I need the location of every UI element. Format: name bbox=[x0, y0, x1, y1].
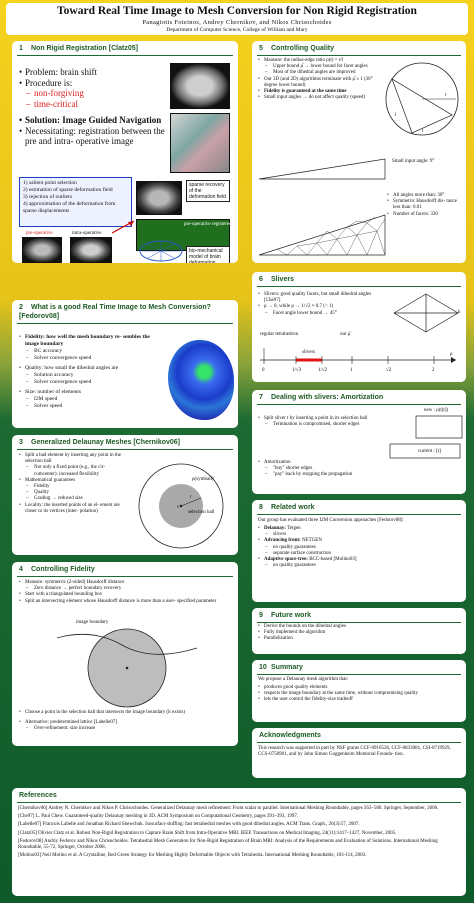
tick-label: 0 bbox=[262, 368, 265, 373]
divider bbox=[257, 674, 461, 675]
brain-mesh-color-image bbox=[168, 340, 234, 420]
s1-solution: • Solution: Image Guided Navigation bbox=[18, 115, 166, 126]
related-item: • Delaunay: Tetgen bbox=[257, 526, 461, 532]
divider bbox=[257, 622, 461, 623]
divider bbox=[257, 742, 461, 743]
divider bbox=[257, 55, 461, 56]
section-1-heading: 1 Non Rigid Registration [Clatz05] bbox=[19, 45, 138, 52]
section-4-tail bbox=[12, 718, 238, 746]
tick-label: √2 bbox=[386, 368, 392, 373]
size-sub: – I2M speed bbox=[18, 396, 163, 403]
radius-label: r bbox=[190, 495, 192, 500]
sparse-recovery-label: sparse recovery of the deformation field bbox=[186, 180, 230, 202]
s7-sub: – "pay" back by stopping the propagation bbox=[257, 472, 407, 478]
references bbox=[12, 788, 466, 896]
biomechanical-label: bio-mechanical model of brain deformation bbox=[186, 246, 230, 263]
s6-sub: – Facet angle lower bound → 45° bbox=[257, 311, 387, 317]
symball-label: ρ(symball) bbox=[192, 477, 214, 482]
height-label: h bbox=[458, 310, 461, 315]
registered-label: pre-operative registered bbox=[184, 222, 232, 227]
s3-sub: – Grading → reduced size bbox=[18, 496, 122, 502]
s5-sub: – Most of the dihedral angles are improved bbox=[257, 70, 377, 76]
divider bbox=[257, 286, 461, 287]
s7-sub: – "buy" shorter edges bbox=[257, 466, 407, 472]
reference-item: [Labelle07] Francois Labelle and Jonathan Richard Shewchuk. Isosurface stuffing: fast tetrahedral meshes with good dihedral angles. ACM Trans. Graph., 26(3):57, 2007. bbox=[18, 822, 360, 828]
s1-procedure-item: – non-forgiving bbox=[18, 88, 166, 99]
summary-item: • produces good quality elements bbox=[257, 685, 461, 691]
intraop-label: intra-operative bbox=[72, 231, 102, 236]
radius-label: r bbox=[445, 93, 447, 98]
triangle-label: t bbox=[422, 129, 424, 134]
fidelity-sub: – BC accuracy bbox=[18, 348, 163, 355]
related-item: • Adaptive space-tree: BCC-based [Molino03] bbox=[257, 557, 461, 563]
acknowledgments-heading: Acknowledgments bbox=[259, 732, 321, 739]
quality-sub: – Solver convergence speed bbox=[18, 379, 163, 386]
section-3 bbox=[12, 435, 238, 555]
size-sub: – Solver speed bbox=[18, 403, 163, 410]
new-label: new : ρ(t[t]) bbox=[424, 408, 449, 413]
s6-item: • ρ → 0, while ρ → 1/√2 ≈ 0.7 (< 1) bbox=[257, 304, 387, 310]
section-10 bbox=[252, 660, 466, 722]
poster-authors: Panagiotis Foteinos, Andrey Chernikov, and Nikos Chrisochoides bbox=[142, 19, 332, 26]
section-7-heading: 7 Dealing with slivers: Amortization bbox=[259, 394, 384, 401]
regular-tet-label: regular tetrahedron bbox=[260, 332, 299, 337]
brain-surface-image bbox=[170, 113, 230, 173]
section-5-heading: 5 Controlling Quality bbox=[259, 45, 334, 52]
section-4 bbox=[12, 562, 238, 726]
slivers-label: slivers bbox=[302, 350, 316, 355]
s1-problem: • Problem: brain shift bbox=[18, 67, 166, 78]
related-sub: – separate surface construction bbox=[257, 551, 461, 557]
related-item: • Advancing front: NETGEN bbox=[257, 538, 461, 544]
sparse-field-image bbox=[136, 181, 182, 215]
reference-item: [Fedorov08] Andriy Fedorov and Nikos Chrisochoides. Tetrahedral Mesh Generation for Non-Rigid Registration of Brain MRI: Analysis of the Requirements and Evaluation of Solutions. International Meshing Roundtable, 55-72, Springer, October 2008. bbox=[18, 838, 438, 851]
reference-item: [Clatz05] Olivier Clatz et al. Robust Non-Rigid Registration to Capture Brain Shift from Intra-Operative MRI. IEEE Transactions on Medical Imaging, 24(11):1417–1427, November, 2005. bbox=[18, 830, 397, 836]
preop-brain-image bbox=[22, 237, 62, 263]
s4-sub: – Over-refinement: size increase bbox=[18, 726, 230, 732]
tick-label: 1/√2 bbox=[318, 368, 328, 373]
step-item: 1) salient point selection bbox=[23, 180, 77, 186]
related-sub: – no quality guarantees bbox=[257, 563, 461, 569]
tick-label: 1/√3 bbox=[292, 368, 302, 373]
s3-item: • Locality: the inserted points of an el- ement are closer to its vertices (inter- polation) bbox=[18, 503, 122, 515]
future-item: • Parallelization bbox=[257, 636, 461, 642]
s7-item: • Amortization bbox=[257, 460, 407, 466]
our-rho-label: our ρ̄ bbox=[340, 332, 351, 337]
related-intro: Our group has evaluated three I2M Conversion approaches [Fedorov08]: bbox=[258, 518, 404, 523]
fidelity-figure bbox=[52, 620, 202, 708]
brain-mri-image bbox=[170, 63, 230, 109]
s5-item: • Our 3D (and 2D) algorithms terminate with ρ̄ ≥ 1 (30° degree lower bound) bbox=[257, 77, 377, 89]
s7-sub: – Termination is compromised, shorter edges bbox=[257, 422, 383, 428]
related-sub: – no quality guarantees bbox=[257, 545, 461, 551]
section-2-heading: 2 What is a good Real Time Image to Mesh Conversion? [Fedorov08] bbox=[19, 304, 211, 320]
s5-stat: • Number of facets: 330 bbox=[386, 212, 464, 218]
summary-item: • respects the image boundary at the same time, without compromising quality bbox=[257, 691, 461, 697]
references-heading: References bbox=[19, 792, 57, 799]
s4-item: • Choose a point in the selection ball that intersects the image boundary (it exists) bbox=[18, 710, 230, 716]
s4-item: • Alternative: predetermined lattice [Labelle07] bbox=[18, 720, 230, 726]
quality-sub: – Solution accuracy bbox=[18, 372, 163, 379]
intraop-brain-image bbox=[70, 237, 112, 263]
section-8-heading: 8 Related work bbox=[259, 504, 315, 511]
section-4-heading: 4 Controlling Fidelity bbox=[19, 566, 95, 573]
fidelity-item: • Fidelity: how well the mesh boundary re- sembles the image boundary bbox=[18, 334, 163, 348]
arrow-icon bbox=[112, 219, 136, 235]
s4-item: • Measure: symmetric (2-sided) Hausdorff distance bbox=[18, 580, 230, 586]
s5-item: • Measure: the radius-edge ratio ρ(t) = r/l bbox=[257, 58, 377, 64]
reference-item: [Chernikov06] Andrey N. Chernikov and Nikos P. Chrisochoides. Generalized Delaunay mesh refinement: From scalar to parallel. International Meshing Roundtable, pages 563–580. Springer, September, 2006. bbox=[18, 806, 439, 811]
s5-item: • Small input angles → do not affect quality (speed) bbox=[257, 95, 377, 101]
s3-sub: – Fidelity bbox=[18, 484, 122, 490]
s5-sub: – Upper bound ρ̄ → lower bound for facet angles bbox=[257, 64, 377, 70]
acknowledgments-text: This research was supported in part by NSF grants CCF-0916526, CCF-0833081, CSI-0719929, CCS-0750901, and by John Simon Guggenheim Memorial Founda- tion. bbox=[258, 746, 451, 758]
s3-item: • Split a bad element by inserting any point in the selection ball bbox=[18, 453, 122, 465]
poster-affiliation: Department of Computer Science, College of William and Mary bbox=[166, 27, 308, 33]
step-item: 2) estimation of sparse deformation field bbox=[23, 187, 113, 193]
fidelity-sub: – Solver convergence speed bbox=[18, 355, 163, 362]
current-label: current : [t] bbox=[418, 449, 441, 454]
poster-header bbox=[6, 3, 468, 35]
divider bbox=[17, 449, 233, 450]
s3-item: • Mathematical guarantees bbox=[18, 478, 122, 484]
brain-mesh-figure bbox=[138, 239, 184, 263]
divider bbox=[17, 802, 461, 803]
s6-item: • Slivers: good quality facets, but small dihedral angles [Che97] bbox=[257, 292, 387, 304]
image-boundary-label: image boundary bbox=[76, 620, 109, 625]
future-item: • Fully implement the algorithm bbox=[257, 630, 461, 636]
section-6-heading: 6 Slivers bbox=[259, 276, 294, 283]
section-9 bbox=[252, 608, 466, 654]
divider bbox=[17, 576, 233, 577]
s4-item: • Start with a triangulated bounding box bbox=[18, 592, 230, 598]
tick-label: 2 bbox=[432, 368, 435, 373]
tick-label: 1 bbox=[350, 368, 353, 373]
poster-title: Toward Real Time Image to Mesh Conversion for Non Rigid Registration bbox=[57, 5, 417, 17]
s3-sub: – Quality bbox=[18, 490, 122, 496]
step-item: 4) approximation of the deformation from sparse displacements bbox=[23, 201, 116, 214]
s1-procedure-item: – time-critical bbox=[18, 99, 166, 110]
s7-item: • Split sliver t by inserting a point in its selection ball bbox=[257, 416, 383, 422]
divider bbox=[17, 323, 233, 324]
circumcircle-figure bbox=[382, 59, 462, 139]
section-9-heading: 9 Future work bbox=[259, 612, 312, 619]
section-8 bbox=[252, 500, 466, 602]
s1-necessitating: • Necessitating: registration between the pre and intra- operative image bbox=[18, 126, 166, 147]
section-10-heading: 10 Summary bbox=[259, 664, 303, 671]
rho-label: ρ bbox=[450, 352, 453, 357]
summary-intro: We propose a Delaunay mesh algorithm that: bbox=[258, 677, 349, 682]
acknowledgments bbox=[252, 728, 466, 778]
center-label: c bbox=[177, 505, 180, 510]
sliver-tetrahedron-figure bbox=[392, 290, 462, 336]
s5-stat: • All angles more than: 30° bbox=[386, 193, 464, 199]
small-input-angle-note: Small input angle: 9° bbox=[392, 159, 435, 164]
section-2 bbox=[12, 300, 238, 428]
section-7 bbox=[252, 390, 466, 494]
divider bbox=[257, 514, 461, 515]
small-angle-mesh-figure bbox=[257, 151, 387, 259]
size-item: • Size: number of elements bbox=[18, 389, 163, 396]
related-sub: – slivers bbox=[257, 532, 461, 538]
step-item: 3) rejection of outliers bbox=[23, 194, 73, 200]
s5-item: • Fidelity is guaranteed at the same time bbox=[257, 89, 377, 95]
section-6 bbox=[252, 272, 466, 382]
reference-item: [Che97] L. Paul Chew. Guaranteed-quality Delaunay meshing in 3D. ACM Symposium on Computational Geometry, pages 391–393, 1997. bbox=[18, 814, 299, 820]
preop-label: pre-operative bbox=[26, 231, 53, 236]
s4-item: • Split an intersecting element whose Hausdorff distance is more than a user- specified parameter bbox=[18, 599, 230, 605]
divider bbox=[257, 404, 461, 405]
section-1 bbox=[12, 41, 238, 263]
section-5 bbox=[252, 41, 466, 263]
selection-ball-label: selection ball bbox=[188, 510, 215, 515]
section-3-heading: 3 Generalized Delaunay Meshes [Chernikov06] bbox=[19, 439, 180, 446]
reference-item: [Molino03] Neil Molino et al. A Crystalline, Red Green Strategy for Meshing Highly Deformable Objects with Tetrahedra. International Meshing Roundtable, 103-114, 2003. bbox=[18, 853, 367, 859]
s4-sub: – Zero distance → perfect boundary recovery bbox=[18, 586, 230, 592]
quality-item: • Quality: how small the dihedral angles are bbox=[18, 365, 163, 372]
s1-procedure: • Procedure is: bbox=[18, 78, 166, 89]
edge-label: l bbox=[395, 113, 397, 118]
s5-stat: • Symmetric Hausdorff dis- tance less than: 0.01 bbox=[386, 199, 464, 211]
selection-ball-figure bbox=[126, 461, 236, 551]
summary-item: • lets the user control the fidelity-size tradeoff bbox=[257, 697, 461, 703]
s3-sub: – Not only a fixed point (e.g., the cir- cumcenter): increased flexibility bbox=[18, 465, 122, 477]
future-item: • Derive the bounds on the dihedral angles bbox=[257, 624, 461, 630]
divider bbox=[17, 55, 233, 56]
